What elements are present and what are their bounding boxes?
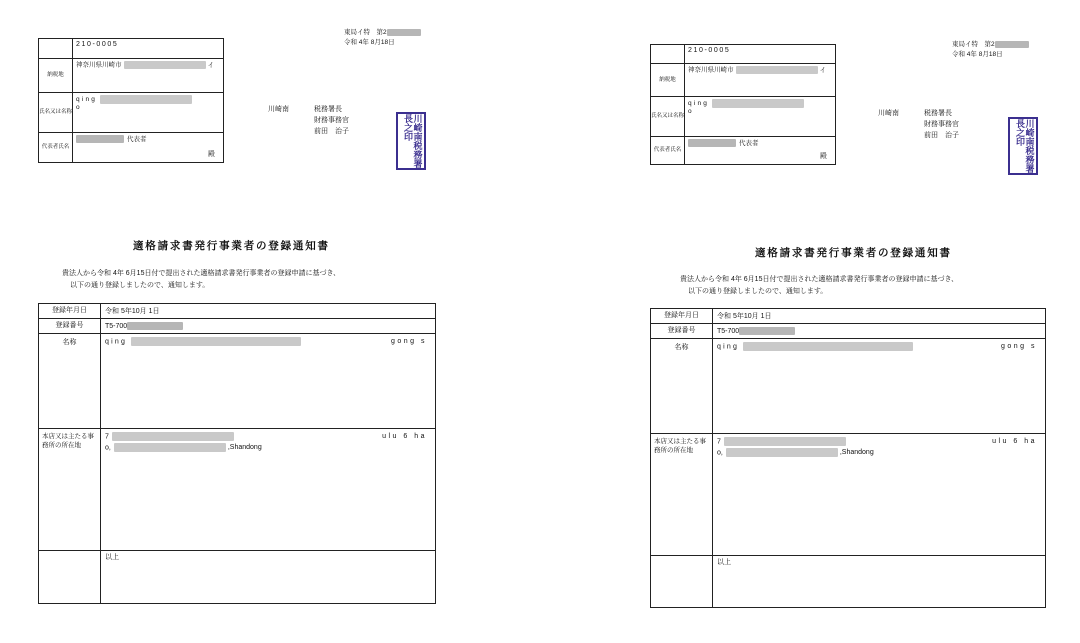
registration-number-text: T5-700 xyxy=(717,328,740,335)
official-seal-text: 川崎南税務署長之印 xyxy=(402,114,422,168)
lead-line-2: 以下の通り登録しましたので、通知します。 xyxy=(70,281,210,289)
table-row xyxy=(39,334,435,429)
lead-line-1: 貴法人から令和 4年 6月15日付で提出された適格請求書発行事業者の登録申請に基づき、 xyxy=(680,276,959,283)
company-name-row-value xyxy=(713,339,1045,433)
address-line-2: o, xyxy=(105,444,111,452)
addressee-box xyxy=(650,44,836,165)
tax-address-suffix: イ xyxy=(819,66,826,74)
official-seal-stamp xyxy=(396,112,426,170)
registration-number-value xyxy=(101,319,435,333)
redaction-bar xyxy=(726,448,838,457)
table-row xyxy=(651,434,1045,556)
official-seal-stamp xyxy=(1008,117,1038,175)
official-seal-text: 川崎南税務署長之印 xyxy=(1014,119,1034,173)
addressee-zip: 210-0005 xyxy=(688,47,731,54)
redaction-bar xyxy=(76,135,124,143)
addressee-zip-label xyxy=(651,45,685,63)
head-office-address-value xyxy=(101,429,435,550)
tax-address-suffix: イ xyxy=(207,61,214,69)
redaction-bar xyxy=(112,432,234,441)
lead-line-2: 以下の通り登録しましたので、通知します。 xyxy=(688,287,828,295)
document-number: 東局イ特 第2 xyxy=(344,29,387,36)
lead-line-1: 貴法人から令和 4年 6月15日付で提出された適格請求書発行事業者の登録申請に基づき、 xyxy=(62,270,341,277)
closing-value: 以上 xyxy=(717,559,731,566)
company-name-text: qing xyxy=(76,96,98,104)
redaction-bar xyxy=(995,41,1029,48)
company-name-text: qing xyxy=(688,100,710,108)
office-role: 財務事務官 xyxy=(314,117,349,125)
redaction-bar xyxy=(688,139,736,147)
office-role: 財務事務官 xyxy=(924,121,959,129)
document-date: 令和 4年 8月18日 xyxy=(952,50,1003,58)
addressee-zip: 210-0005 xyxy=(76,41,119,48)
company-name-suffix: gong s xyxy=(390,338,427,345)
tax-address-value xyxy=(73,59,223,92)
representative-label: 代表者氏名 xyxy=(39,133,73,162)
registration-number-label: 登録番号 xyxy=(651,324,713,338)
table-row xyxy=(651,339,1045,434)
closing-label xyxy=(39,551,101,603)
page-title: 適格請求書発行事業者の登録通知書 xyxy=(133,240,330,252)
registration-date-label: 登録年月日 xyxy=(651,309,713,323)
office-title: 税務署長 xyxy=(924,110,952,117)
redaction-bar xyxy=(743,342,913,351)
head-office-address-label: 本店又は主たる事務所の所在地 xyxy=(651,434,713,555)
address-line-2: o, xyxy=(717,449,723,457)
table-row xyxy=(651,324,1045,339)
registration-number-label: 登録番号 xyxy=(39,319,101,333)
company-name-text2: o xyxy=(688,108,694,116)
table-row xyxy=(39,319,435,334)
office-region: 川崎南 xyxy=(878,110,899,117)
table-row xyxy=(39,304,435,319)
redaction-bar xyxy=(739,327,795,335)
redaction-bar xyxy=(387,29,421,36)
closing-label xyxy=(651,556,713,607)
office-officer-name: 前田 治子 xyxy=(924,132,959,140)
redaction-bar xyxy=(736,66,818,74)
redaction-bar xyxy=(127,322,183,330)
registration-date-value: 令和 5年10月 1日 xyxy=(717,313,772,320)
tax-address-label: 納税地 xyxy=(39,59,73,92)
head-office-address-label: 本店又は主たる事務所の所在地 xyxy=(39,429,101,550)
company-name-suffix: gong s xyxy=(1000,343,1037,350)
company-name-text: qing xyxy=(105,338,128,346)
addressee-box xyxy=(38,38,224,163)
document-date: 令和 4年 8月18日 xyxy=(344,38,395,46)
address-line-1: 7 xyxy=(717,438,721,446)
issuing-office-block xyxy=(878,108,959,142)
document-number: 東局イ特 第2 xyxy=(952,41,995,48)
issuing-office-block xyxy=(268,104,349,138)
company-name-label: 氏名又は名称 xyxy=(651,97,685,136)
redaction-bar xyxy=(131,337,301,346)
tax-address-text: 神奈川県川崎市 xyxy=(688,66,734,74)
notification-document-copy xyxy=(540,0,1080,643)
redaction-bar xyxy=(100,95,192,104)
representative-value xyxy=(73,133,223,162)
representative-suffix: 代表者 xyxy=(127,135,147,143)
registration-date-label: 登録年月日 xyxy=(39,304,101,318)
company-name-row-label: 名称 xyxy=(39,334,101,428)
redaction-bar xyxy=(124,61,206,69)
table-row xyxy=(651,556,1045,607)
company-name-text2: o xyxy=(76,104,82,112)
representative-label: 代表者氏名 xyxy=(651,137,685,164)
closing-value: 以上 xyxy=(105,554,119,561)
company-name-value xyxy=(685,97,835,136)
lead-paragraph xyxy=(680,274,958,298)
registration-number-value xyxy=(713,324,1045,338)
head-office-address-value xyxy=(713,434,1045,555)
address-line-2b: ,Shandong xyxy=(227,444,262,452)
table-row xyxy=(39,429,435,551)
tax-address-text: 神奈川県川崎市 xyxy=(76,61,122,69)
table-row xyxy=(651,309,1045,324)
office-region: 川崎南 xyxy=(268,106,289,113)
office-title: 税務署長 xyxy=(314,106,342,113)
lead-paragraph xyxy=(62,268,340,292)
representative-suffix: 代表者 xyxy=(739,139,759,147)
honorific: 殿 xyxy=(208,151,215,159)
document-page-right xyxy=(540,0,1080,643)
addressee-zip-label xyxy=(39,39,73,58)
registration-number-text: T5-700 xyxy=(105,323,128,330)
address-suffix: ulu 6 ha xyxy=(382,433,427,440)
redaction-bar xyxy=(114,443,226,452)
page-title: 適格請求書発行事業者の登録通知書 xyxy=(755,247,952,259)
company-name-text: qing xyxy=(717,343,740,351)
redaction-bar xyxy=(712,99,804,108)
document-number-block xyxy=(344,28,421,48)
company-name-label: 氏名又は名称 xyxy=(39,93,73,132)
address-suffix: ulu 6 ha xyxy=(992,438,1037,445)
table-row xyxy=(39,551,435,603)
registration-date-value: 令和 5年10月 1日 xyxy=(105,308,160,315)
company-name-row-label: 名称 xyxy=(651,339,713,433)
redaction-bar xyxy=(724,437,846,446)
registration-details-table xyxy=(38,303,436,604)
tax-address-value xyxy=(685,64,835,96)
honorific: 殿 xyxy=(820,153,827,161)
document-number-block xyxy=(952,40,1029,60)
company-name-row-value xyxy=(101,334,435,428)
company-name-value xyxy=(73,93,223,132)
representative-value xyxy=(685,137,835,164)
registration-details-table xyxy=(650,308,1046,608)
address-line-2b: ,Shandong xyxy=(839,449,874,457)
office-officer-name: 前田 治子 xyxy=(314,128,349,136)
address-line-1: 7 xyxy=(105,433,109,441)
tax-address-label: 納税地 xyxy=(651,64,685,96)
